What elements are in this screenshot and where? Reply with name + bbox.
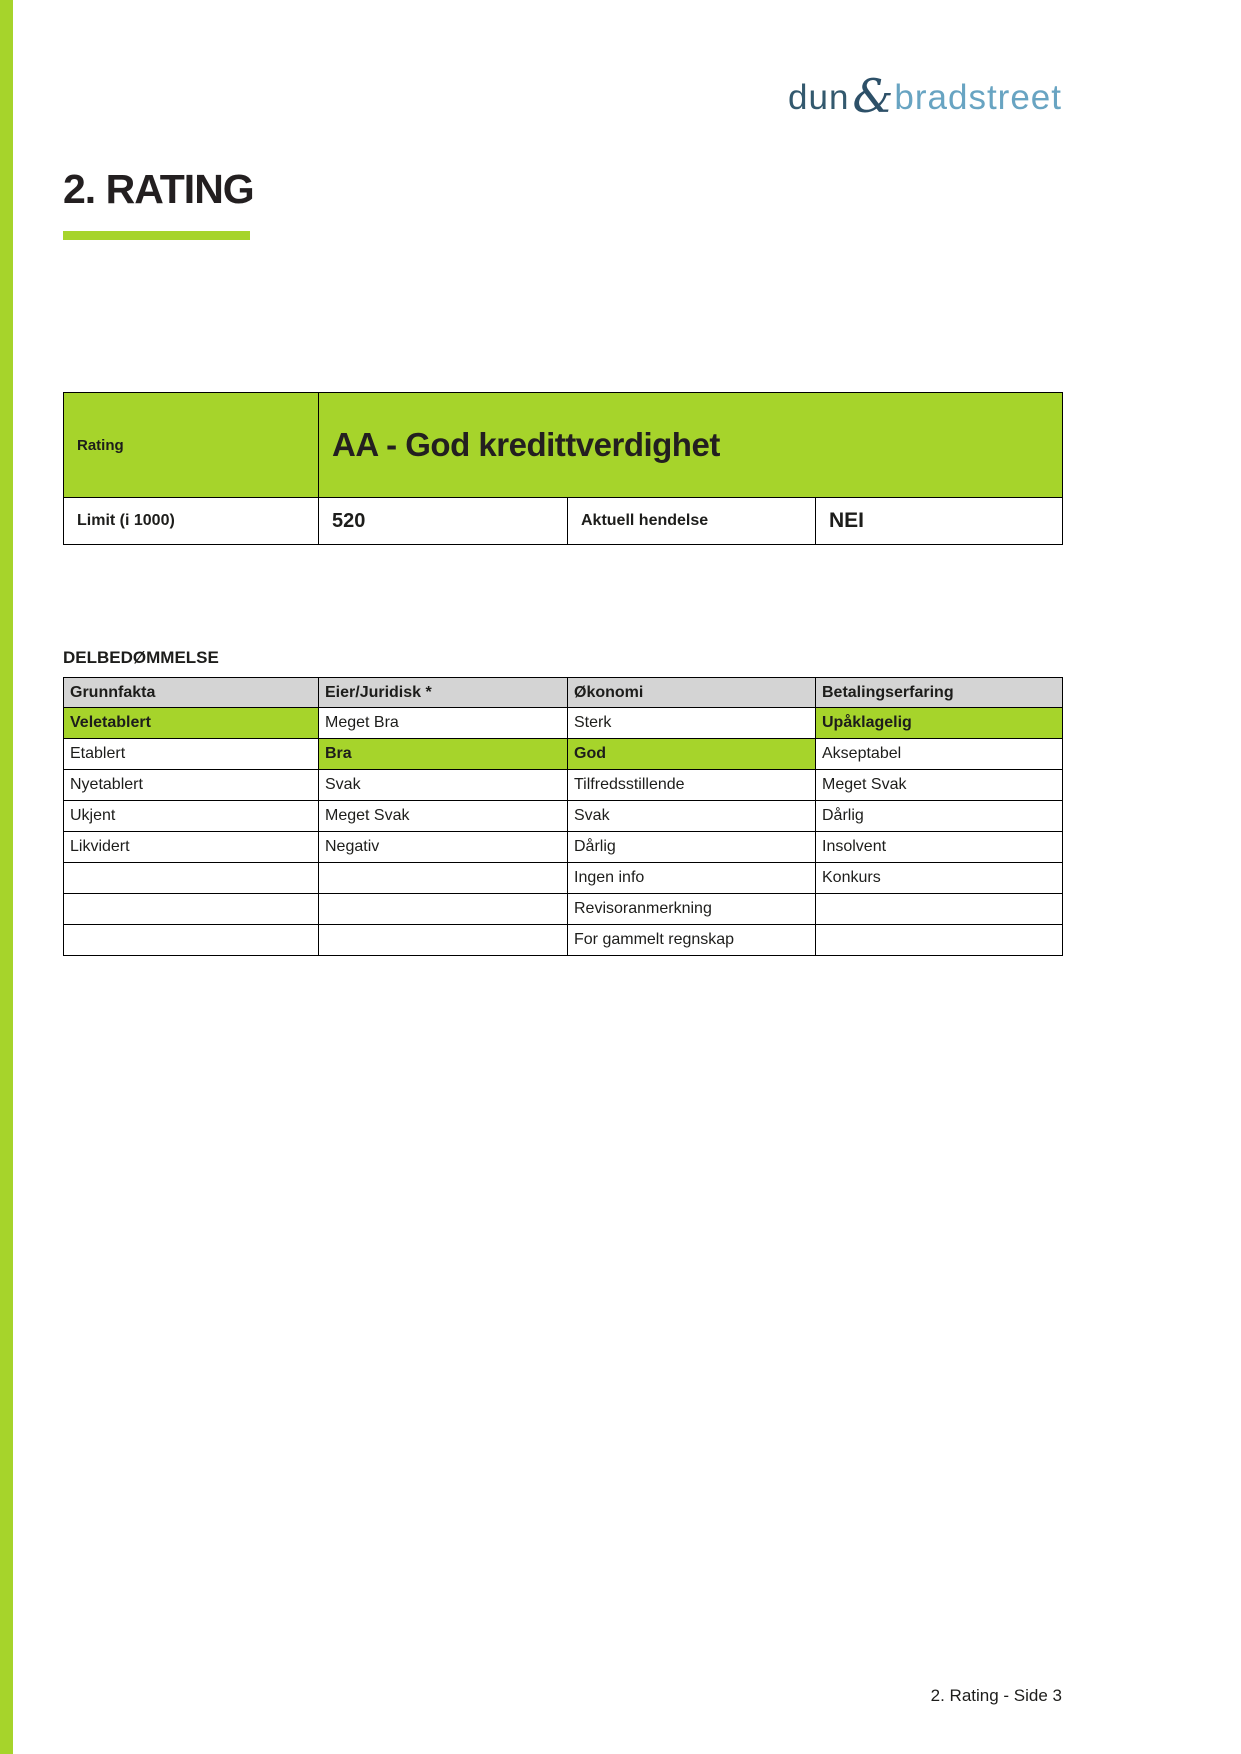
table-cell: Svak — [319, 770, 568, 801]
header-row — [64, 678, 1063, 708]
table-cell: Negativ — [319, 832, 568, 863]
table-cell: Meget Svak — [816, 770, 1063, 801]
table-cell: Etablert — [64, 739, 319, 770]
table-cell: Dårlig — [816, 801, 1063, 832]
page-accent-bar — [0, 0, 13, 1754]
table-cell: Veletablert — [64, 708, 319, 739]
rating-summary-table — [63, 392, 1063, 545]
column-header-grunnfakta: Grunnfakta — [64, 678, 319, 708]
table-cell — [319, 863, 568, 894]
table-cell — [319, 925, 568, 956]
ampersand-icon: & — [852, 69, 894, 123]
table-row — [64, 894, 1063, 925]
current-event-value: NEI — [816, 498, 1063, 545]
delbedommelse-title: DELBEDØMMELSE — [63, 648, 219, 667]
table-cell: Akseptabel — [816, 739, 1063, 770]
table-row — [64, 770, 1063, 801]
heading-underline — [63, 231, 250, 240]
table-cell: Insolvent — [816, 832, 1063, 863]
table-cell: Nyetablert — [64, 770, 319, 801]
current-event-label: Aktuell hendelse — [568, 498, 816, 545]
table-row — [64, 925, 1063, 956]
table-cell: Bra — [319, 739, 568, 770]
table-cell — [319, 894, 568, 925]
page-title: 2. RATING — [63, 166, 254, 212]
table-cell: God — [568, 739, 816, 770]
dun-bradstreet-logo — [788, 69, 1062, 123]
table-cell: Svak — [568, 801, 816, 832]
table-cell: Dårlig — [568, 832, 816, 863]
column-header-eier-juridisk: Eier/Juridisk * — [319, 678, 568, 708]
table-cell — [816, 894, 1063, 925]
logo-text-bradstreet: bradstreet — [894, 78, 1062, 117]
table-cell — [816, 925, 1063, 956]
table-cell: Ingen info — [568, 863, 816, 894]
table-cell — [64, 925, 319, 956]
table-cell — [64, 894, 319, 925]
table-cell: Meget Svak — [319, 801, 568, 832]
rating-value: AA - God kredittverdighet — [319, 393, 1063, 498]
table-cell: Revisoranmerkning — [568, 894, 816, 925]
limit-value: 520 — [319, 498, 568, 545]
page-footer: 2. Rating - Side 3 — [930, 1686, 1062, 1705]
rating-label: Rating — [64, 393, 319, 498]
logo-text-dun: dun — [788, 78, 850, 117]
table-row — [64, 739, 1063, 770]
column-header-okonomi: Økonomi — [568, 678, 816, 708]
delbedommelse-table — [63, 677, 1063, 956]
table-cell: Ukjent — [64, 801, 319, 832]
column-header-betalingserfaring: Betalingserfaring — [816, 678, 1063, 708]
table-cell: Upåklagelig — [816, 708, 1063, 739]
table-cell — [64, 863, 319, 894]
table-cell: Sterk — [568, 708, 816, 739]
table-row — [64, 801, 1063, 832]
limit-row — [64, 498, 1063, 545]
table-cell: Tilfredsstillende — [568, 770, 816, 801]
limit-label: Limit (i 1000) — [64, 498, 319, 545]
table-row — [64, 708, 1063, 739]
table-row — [64, 832, 1063, 863]
rating-row — [64, 393, 1063, 498]
table-cell: Likvidert — [64, 832, 319, 863]
table-cell: Konkurs — [816, 863, 1063, 894]
table-cell: Meget Bra — [319, 708, 568, 739]
table-row — [64, 863, 1063, 894]
table-cell: For gammelt regnskap — [568, 925, 816, 956]
